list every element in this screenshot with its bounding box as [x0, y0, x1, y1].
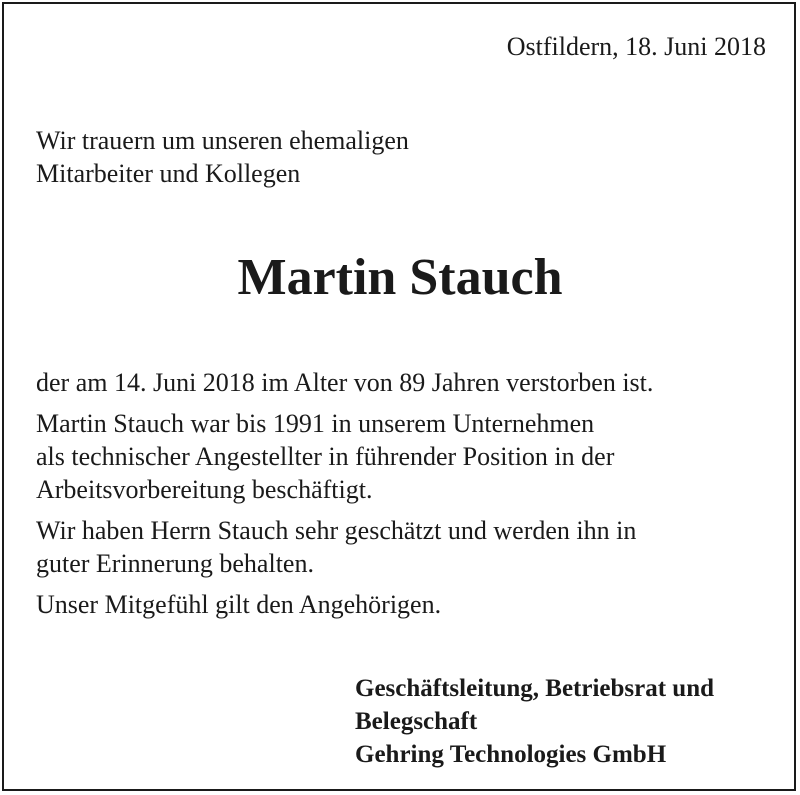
intro-line: Wir trauern um unseren ehemaligen [36, 126, 409, 155]
signature-line: Geschäftsleitung, Betriebsrat und [355, 675, 715, 702]
body-line: Arbeitsvorbereitung beschäftigt. [36, 475, 373, 504]
body-line: der am 14. Juni 2018 im Alter von 89 Jahren verstorben ist. [36, 368, 654, 397]
body-line: als technischer Angestellter in führender Position in der [36, 442, 615, 471]
company-name: Gehring Technologies GmbH [355, 741, 667, 768]
obituary-body [36, 366, 653, 629]
signature-line: Belegschaft [355, 708, 478, 735]
body-line: Wir haben Herrn Stauch sehr geschätzt und werden ihn in [36, 516, 637, 545]
body-line: Unser Mitgefühl gilt den Angehörigen. [36, 590, 442, 619]
body-line: guter Erinnerung behalten. [36, 549, 314, 578]
paragraph-condolence [36, 588, 653, 621]
signature-block [355, 672, 714, 771]
intro-text [36, 124, 409, 190]
deceased-name: Martin Stauch [237, 249, 563, 306]
paragraph-appreciation [36, 514, 653, 580]
place-date: Ostfildern, 18. Juni 2018 [506, 32, 766, 61]
paragraph-death-date [36, 366, 653, 399]
body-line: Martin Stauch war bis 1991 in unserem Unternehmen [36, 409, 595, 438]
paragraph-career [36, 407, 653, 506]
intro-line: Mitarbeiter und Kollegen [36, 159, 301, 188]
